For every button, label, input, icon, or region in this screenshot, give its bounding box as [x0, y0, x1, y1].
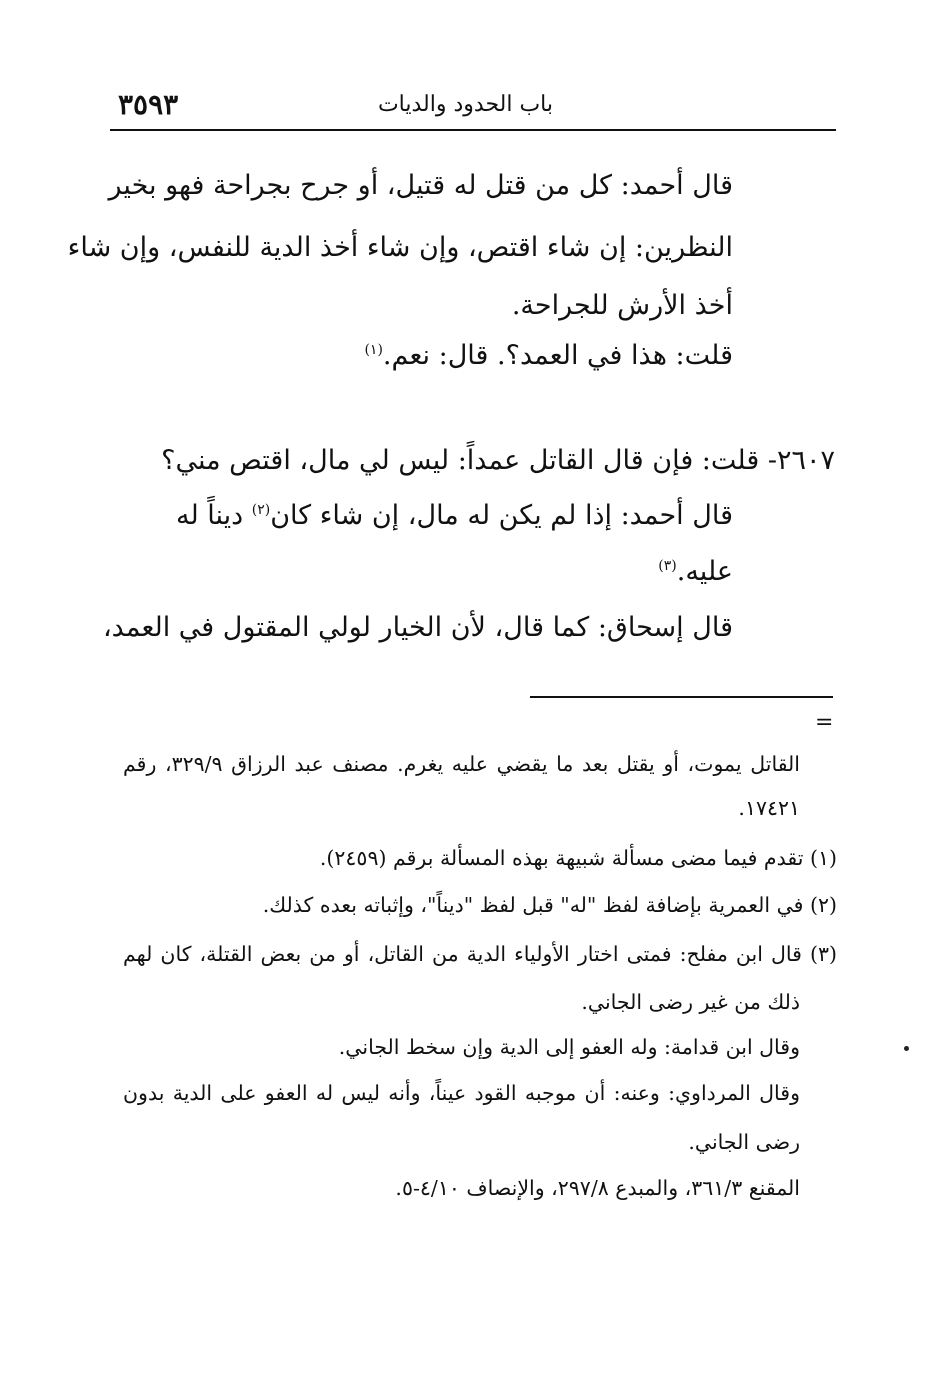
footnote-3-line-4: وقال المرداوي: وعنه: أن موجبه القود عيناً، وأنه ليس له العفو على الدية بدون [123, 1081, 800, 1105]
footnote-3-line-6: المقنع ٣٦١/٣، والمبدع ٢٩٧/٨، والإنصاف ٤/١٠-٥. [395, 1176, 800, 1200]
continuation-mark: = [815, 710, 834, 735]
footnote-ref-2: (٢) [251, 502, 271, 518]
answer-text-2: عليه. [676, 556, 733, 587]
footnote-ref-3: (٣) [658, 558, 677, 574]
page-number: ٣٥٩٣ [118, 88, 179, 121]
answer-line-1 [176, 500, 733, 531]
footnote-3-line-5: رضى الجاني. [688, 1130, 800, 1154]
answer-text-1b: ديناً له [175, 500, 252, 531]
page-header [110, 88, 836, 128]
main-line-4-text: قلت: هذا في العمد؟. قال: نعم. [382, 340, 733, 371]
footnote-3-line-2: ذلك من غير رضى الجاني. [581, 990, 800, 1014]
footnote-2: (٢) في العمرية بإضافة لفظ "له" قبل لفظ "ديناً"، وإثباته بعده كذلك. [262, 893, 837, 917]
footnote-continuation-line-1: القاتل يموت، أو يقتل بعد ما يقضي عليه يغرم. مصنف عبد الرزاق ٣٢٩/٩، رقم [123, 752, 801, 776]
main-line-3: أخذ الأرش للجراحة. [511, 290, 733, 321]
chapter-title: باب الحدود والديات [377, 92, 553, 117]
footnote-3-line-1: (٣) قال ابن مفلح: فمتى اختار الأولياء الدية من القاتل، أو من بعض القتلة، كان لهم [123, 942, 837, 966]
header-rule [110, 129, 836, 131]
main-line-2: النظرين: إن شاء اقتص، وإن شاء أخذ الدية للنفس، وإن شاء [67, 232, 733, 263]
footnote-continuation-line-2: ١٧٤٢١. [738, 796, 800, 820]
main-line-1: قال أحمد: كل من قتل له قتيل، أو جرح بجراحة فهو بخير [108, 170, 733, 201]
question-line [161, 445, 835, 476]
main-line-4 [364, 340, 733, 371]
footnote-ref-1: (١) [364, 342, 383, 358]
main-line-ishaq: قال إسحاق: كما قال، لأن الخيار لولي المقتول في العمد، [102, 612, 733, 643]
answer-text-1: قال أحمد: إذا لم يكن له مال، إن شاء كان [270, 500, 733, 531]
footnote-separator [530, 696, 833, 698]
question-text: قلت: فإن قال القاتل عمداً: ليس لي مال، اقتص مني؟ [161, 445, 760, 476]
footnote-1: (١) تقدم فيما مضى مسألة شبيهة بهذه المسألة برقم (٢٤٥٩). [319, 846, 837, 870]
question-number: ٢٦٠٧- [767, 445, 835, 476]
footnote-3-line-3: وقال ابن قدامة: وله العفو إلى الدية وإن سخط الجاني. [338, 1035, 800, 1059]
scan-speck [904, 1046, 909, 1051]
answer-line-2 [658, 556, 733, 587]
